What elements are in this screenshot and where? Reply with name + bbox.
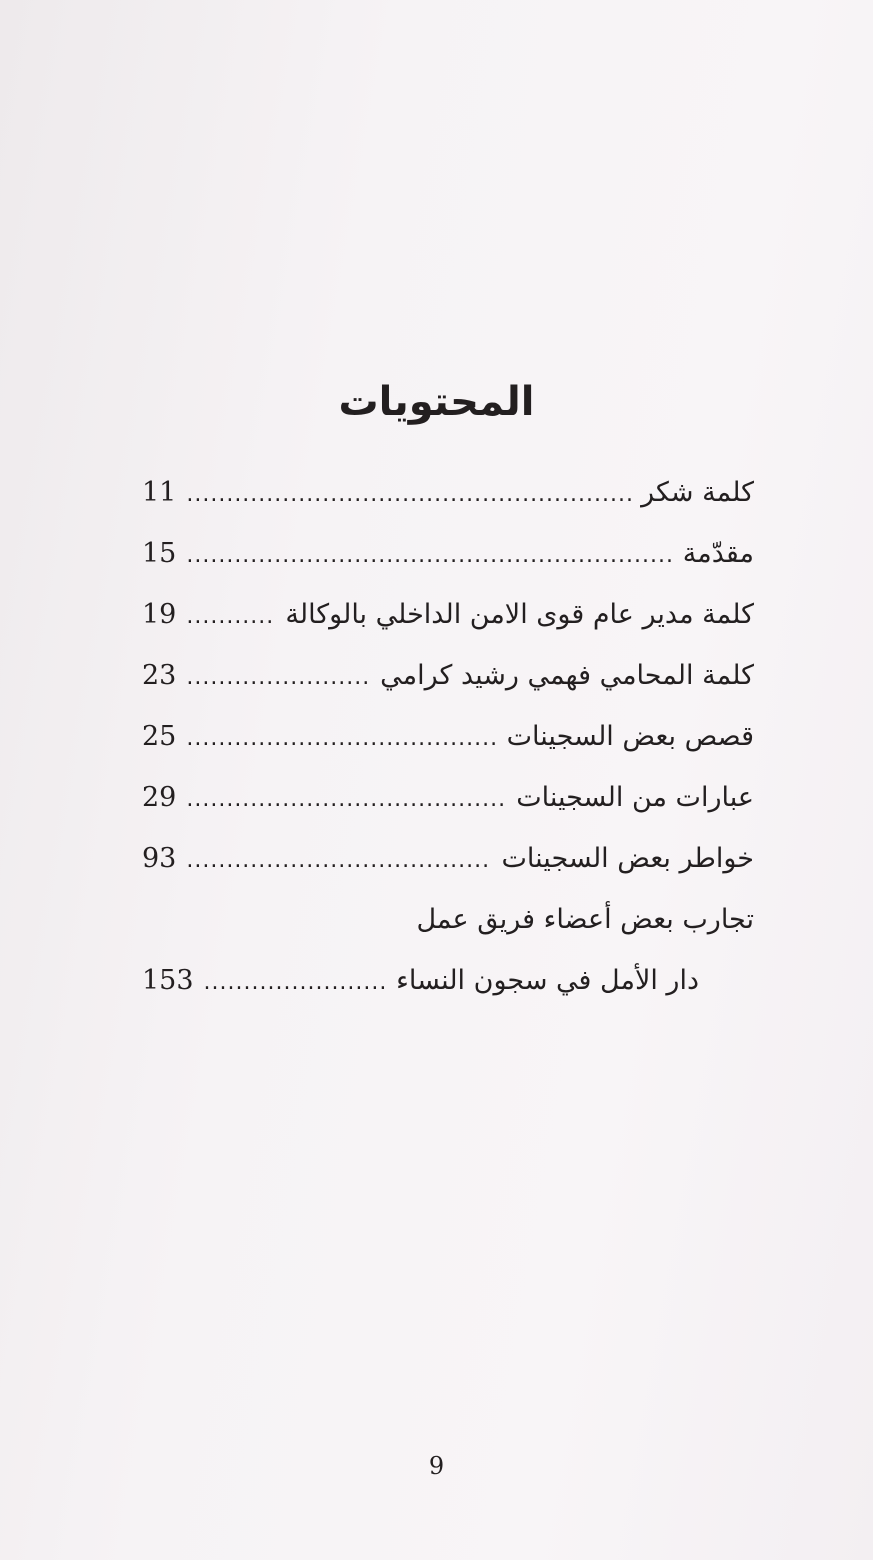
toc-dot-leader bbox=[186, 716, 496, 762]
toc-dot-leader bbox=[186, 777, 506, 823]
toc-entry-title: تجارب بعض أعضاء فريق عمل bbox=[416, 904, 754, 935]
toc-entry-title: دار الأمل في سجون النساء bbox=[396, 965, 699, 996]
toc-entry-page: 11 bbox=[142, 477, 177, 508]
page-number: 9 bbox=[428, 1452, 445, 1480]
toc-entry bbox=[142, 958, 754, 1019]
toc-dot-leader bbox=[186, 838, 491, 884]
toc-dot-leader bbox=[186, 594, 275, 640]
toc-entry-title: كلمة شكر bbox=[641, 477, 754, 508]
toc-dot-leader bbox=[204, 960, 387, 1006]
toc-entry bbox=[142, 775, 754, 836]
toc-entry-title: مقدّمة bbox=[682, 538, 754, 569]
toc-entry-title: قصص بعض السجينات bbox=[506, 721, 754, 752]
toc-entry-page: 19 bbox=[142, 599, 177, 630]
page-title: المحتويات bbox=[338, 378, 535, 425]
toc-entry bbox=[142, 836, 754, 897]
toc-entry-page: 29 bbox=[142, 782, 177, 813]
toc-dot-leader bbox=[186, 533, 672, 579]
toc-entry-page: 25 bbox=[142, 721, 177, 752]
toc-dot-leader bbox=[186, 472, 631, 518]
toc-entry-title: خواطر بعض السجينات bbox=[501, 843, 754, 874]
toc-dot-leader bbox=[186, 655, 370, 701]
toc-entry-page: 153 bbox=[142, 965, 194, 996]
toc-entry bbox=[142, 592, 754, 653]
toc-entry-page: 23 bbox=[142, 660, 177, 691]
toc-entry-title: كلمة مدير عام قوى الامن الداخلي بالوكالة bbox=[285, 599, 754, 630]
toc-entry-title: كلمة المحامي فهمي رشيد كرامي bbox=[380, 660, 754, 691]
toc-entry bbox=[142, 714, 754, 775]
toc-entry-page: 15 bbox=[142, 538, 177, 569]
toc-entry bbox=[142, 470, 754, 531]
toc-entry bbox=[142, 653, 754, 714]
toc-entry-page: 93 bbox=[142, 843, 177, 874]
table-of-contents bbox=[142, 470, 754, 1019]
toc-entry bbox=[142, 531, 754, 592]
toc-entry-title: عبارات من السجينات bbox=[516, 782, 754, 813]
toc-entry bbox=[142, 897, 754, 958]
